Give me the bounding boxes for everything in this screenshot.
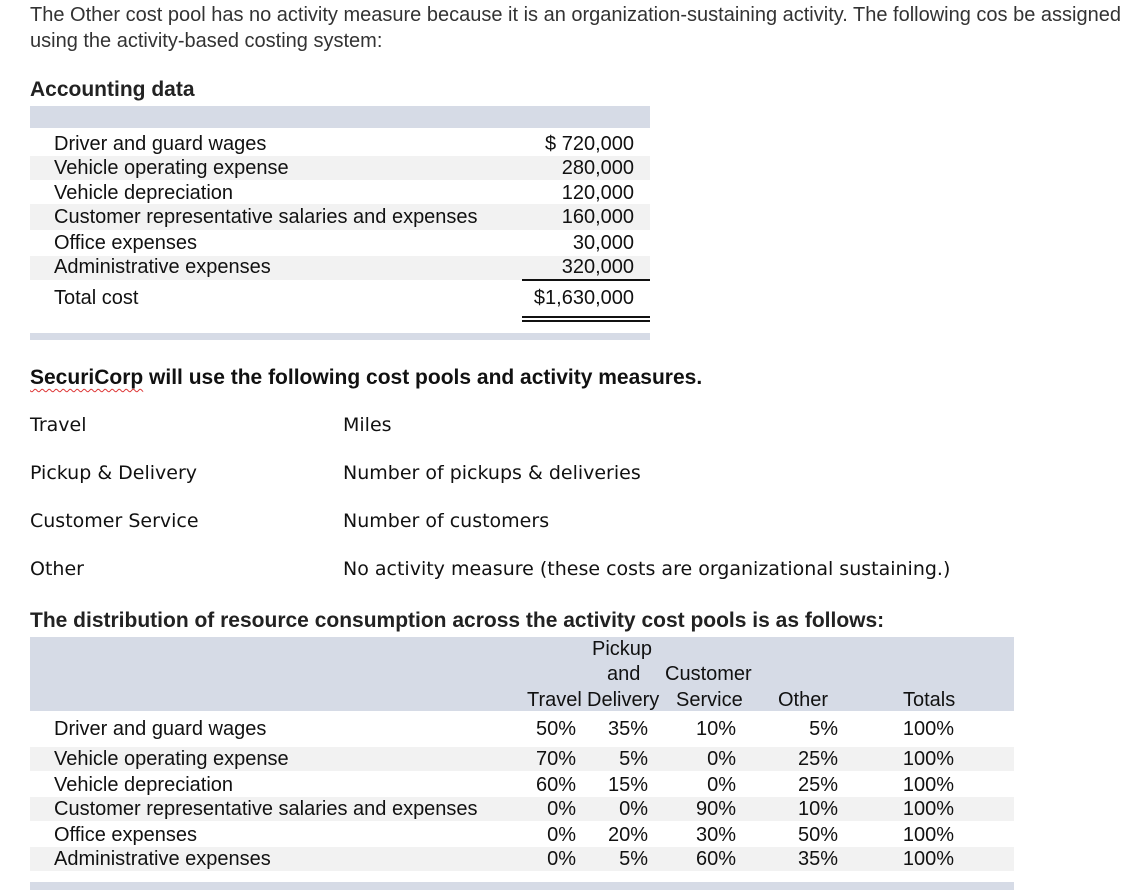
accounting-row-value: $ 720,000 bbox=[545, 133, 634, 155]
cost-pools-heading-text: will use the following cost pools and activity measures. bbox=[143, 366, 703, 389]
cell-customer: 0% bbox=[707, 748, 736, 770]
distribution-footer-band bbox=[30, 882, 1014, 890]
cell-total: 100% bbox=[902, 718, 954, 740]
cell-travel: 0% bbox=[547, 848, 576, 870]
accounting-row-label: Administrative expenses bbox=[54, 256, 271, 278]
pool-name: Pickup & Delivery bbox=[30, 462, 198, 484]
accounting-row-value: 160,000 bbox=[561, 206, 634, 228]
cell-other: 5% bbox=[809, 718, 838, 740]
pool-measure: Number of pickups & deliveries bbox=[343, 462, 641, 484]
distribution-row-label: Administrative expenses bbox=[54, 848, 271, 870]
cell-travel: 60% bbox=[535, 774, 576, 796]
accounting-total-value: $1,630,000 bbox=[533, 287, 634, 309]
header-pickup: Pickup bbox=[592, 638, 653, 660]
cell-customer: 30% bbox=[695, 824, 736, 846]
cell-other: 50% bbox=[797, 824, 838, 846]
cell-total: 100% bbox=[902, 824, 954, 846]
pool-measure: Miles bbox=[343, 414, 392, 436]
cell-other: 25% bbox=[797, 748, 838, 770]
accounting-row-label: Customer representative salaries and expenses bbox=[54, 206, 478, 228]
total-double-rule-top bbox=[522, 316, 650, 318]
accounting-row-value: 30,000 bbox=[572, 232, 634, 254]
cell-pickup: 15% bbox=[607, 774, 648, 796]
total-double-rule-bottom bbox=[522, 320, 650, 322]
cell-travel: 70% bbox=[535, 748, 576, 770]
cell-total: 100% bbox=[902, 748, 954, 770]
cell-customer: 10% bbox=[695, 718, 736, 740]
accounting-heading: Accounting data bbox=[30, 78, 195, 101]
accounting-row-label: Vehicle operating expense bbox=[54, 157, 289, 179]
distribution-row-label: Vehicle operating expense bbox=[54, 748, 289, 770]
cell-total: 100% bbox=[902, 798, 954, 820]
header-other: Other bbox=[778, 689, 829, 711]
cell-pickup: 5% bbox=[619, 748, 648, 770]
cell-travel: 0% bbox=[547, 824, 576, 846]
distribution-row-label: Driver and guard wages bbox=[54, 718, 267, 740]
cell-travel: 0% bbox=[547, 798, 576, 820]
pool-name: Other bbox=[30, 558, 84, 580]
cost-pools-heading bbox=[30, 366, 702, 390]
distribution-row-label: Vehicle depreciation bbox=[54, 774, 234, 796]
pool-measure: No activity measure (these costs are organizational sustaining.) bbox=[343, 558, 951, 580]
header-pickup: Delivery bbox=[587, 689, 660, 711]
accounting-row-label: Driver and guard wages bbox=[54, 133, 267, 155]
header-pickup: and bbox=[607, 663, 641, 685]
accounting-row-label: Office expenses bbox=[54, 232, 198, 254]
distribution-row-label: Customer representative salaries and expenses bbox=[54, 798, 478, 820]
cell-customer: 60% bbox=[695, 848, 736, 870]
cell-pickup: 35% bbox=[607, 718, 648, 740]
intro-paragraph: The Other cost pool has no activity measure because it is an organization-sustaining activity. The following cos be assigned using the activity-based costing system: bbox=[30, 4, 1121, 52]
cell-customer: 0% bbox=[707, 774, 736, 796]
cell-total: 100% bbox=[902, 848, 954, 870]
cell-other: 25% bbox=[797, 774, 838, 796]
cell-pickup: 20% bbox=[607, 824, 648, 846]
accounting-row-value: 280,000 bbox=[561, 157, 634, 179]
distribution-header-band bbox=[30, 637, 1014, 711]
accounting-total-label: Total cost bbox=[54, 287, 139, 309]
cell-other: 10% bbox=[797, 798, 838, 820]
header-customer: Service bbox=[676, 689, 743, 711]
subtotal-rule bbox=[522, 279, 650, 281]
cell-customer: 90% bbox=[695, 798, 736, 820]
company-name: SecuriCorp bbox=[30, 366, 144, 389]
distribution-heading: The distribution of resource consumption across the activity cost pools is as follows: bbox=[30, 609, 885, 632]
pool-name: Travel bbox=[30, 414, 87, 436]
cell-pickup: 5% bbox=[619, 848, 648, 870]
cell-pickup: 0% bbox=[619, 798, 648, 820]
header-customer: Customer bbox=[665, 663, 752, 685]
accounting-row-value: 120,000 bbox=[561, 182, 634, 204]
accounting-footer-band bbox=[30, 333, 650, 340]
distribution-row-label: Office expenses bbox=[54, 824, 198, 846]
header-travel: Travel bbox=[527, 689, 582, 711]
accounting-row-label: Vehicle depreciation bbox=[54, 182, 234, 204]
cell-other: 35% bbox=[797, 848, 838, 870]
pool-name: Customer Service bbox=[30, 510, 199, 532]
accounting-header-band bbox=[30, 106, 650, 128]
pool-measure: Number of customers bbox=[343, 510, 550, 532]
cell-total: 100% bbox=[902, 774, 954, 796]
header-totals: Totals bbox=[903, 689, 956, 711]
cell-travel: 50% bbox=[535, 718, 576, 740]
accounting-row-value: 320,000 bbox=[561, 256, 634, 278]
